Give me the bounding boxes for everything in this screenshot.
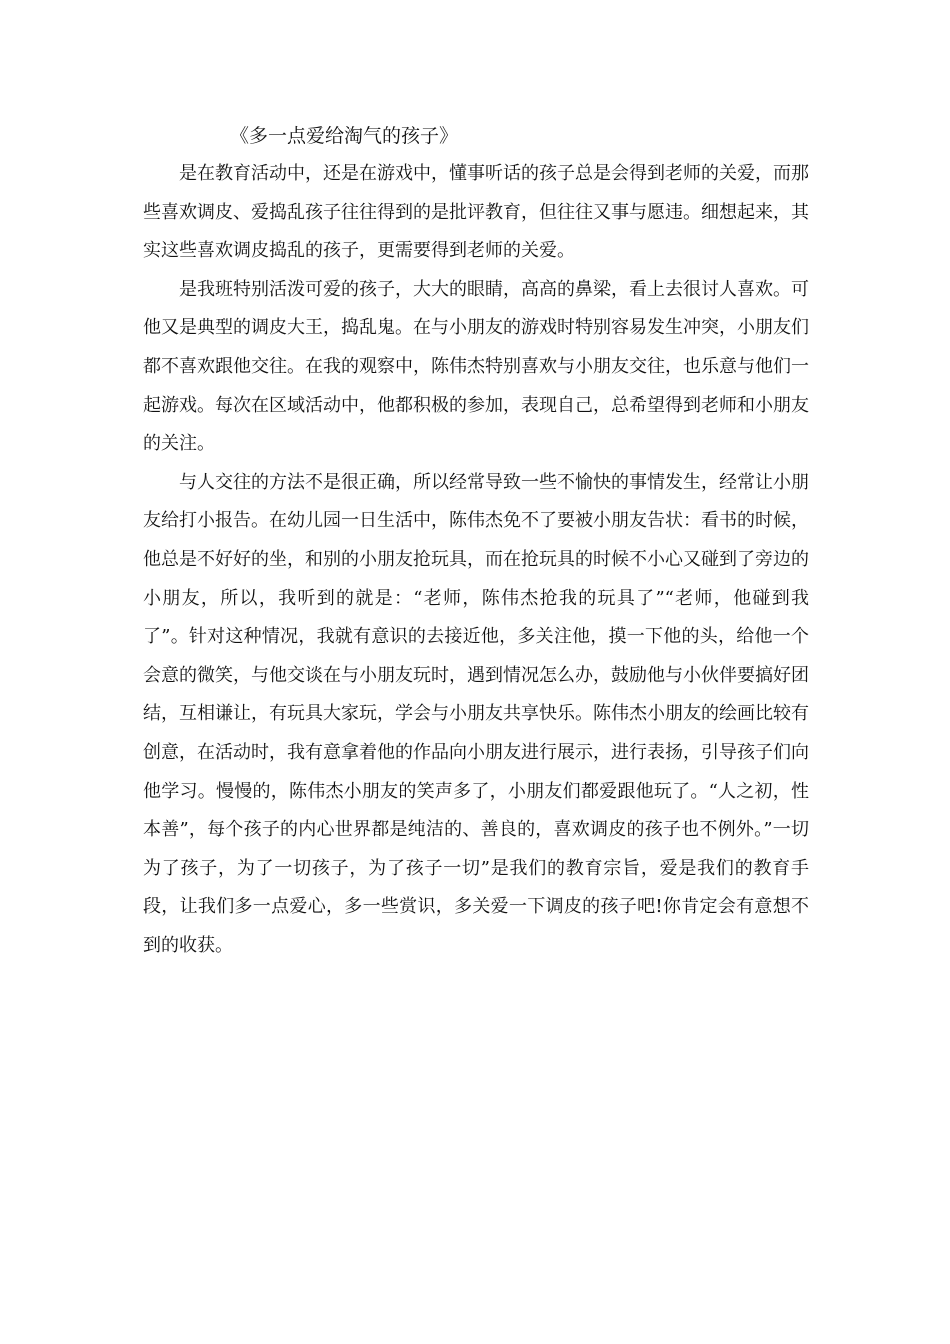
paragraph-1: 是在教育活动中，还是在游戏中，懂事听话的孩子总是会得到老师的关爱，而那些喜欢调皮、爱捣乱孩子往往得到的是批评教育，但往往又事与愿违。细想起来，其实这些喜欢调皮捣乱的孩子，更需要得到老师的关爱。 xyxy=(143,163,809,262)
document-body xyxy=(143,155,809,965)
document-title: 《多一点爱给淘气的孩子》 xyxy=(230,125,459,147)
paragraph-2: 是我班特别活泼可爱的孩子，大大的眼睛，高高的鼻梁，看上去很讨人喜欢。可他又是典型的调皮大王，捣乱鬼。在与小朋友的游戏时特别容易发生冲突，小朋友们都不喜欢跟他交往。在我的观察中，陈伟杰特别喜欢与小朋友交往，也乐意与他们一起游戏。每次在区域活动中，他都积极的参加，表现自己，总希望得到老师和小朋友的关注。 xyxy=(143,278,809,455)
paragraph-3: 与人交往的方法不是很正确，所以经常导致一些不愉快的事情发生，经常让小朋友给打小报告。在幼儿园一日生活中，陈伟杰免不了要被小朋友告状：看书的时候，他总是不好好的坐，和别的小朋友抢玩具，而在抢玩具的时候不小心又碰到了旁边的小朋友，所以，我听到的就是：“老师，陈伟杰抢我的玩具了”“老师，他碰到我了”。针对这种情况，我就有意识的去接近他，多关注他，摸一下他的头，给他一个会意的微笑，与他交谈在与小朋友玩时，遇到情况怎么办，鼓励他与小伙伴要搞好团结，互相谦让，有玩具大家玩，学会与小朋友共享快乐。陈伟杰小朋友的绘画比较有创意，在活动时，我有意拿着他的作品向小朋友进行展示，进行表扬，引导孩子们向他学习。慢慢的，陈伟杰小朋友的笑声多了，小朋友们都爱跟他玩了。“人之初，性本善”，每个孩子的内心世界都是纯洁的、善良的，喜欢调皮的孩子也不例外。”一切为了孩子，为了一切孩子，为了孩子一切”是我们的教育宗旨，爱是我们的教育手段，让我们多一点爱心，多一些赏识，多关爱一下调皮的孩子吧!你肯定会有意想不到的收获。 xyxy=(143,471,809,956)
